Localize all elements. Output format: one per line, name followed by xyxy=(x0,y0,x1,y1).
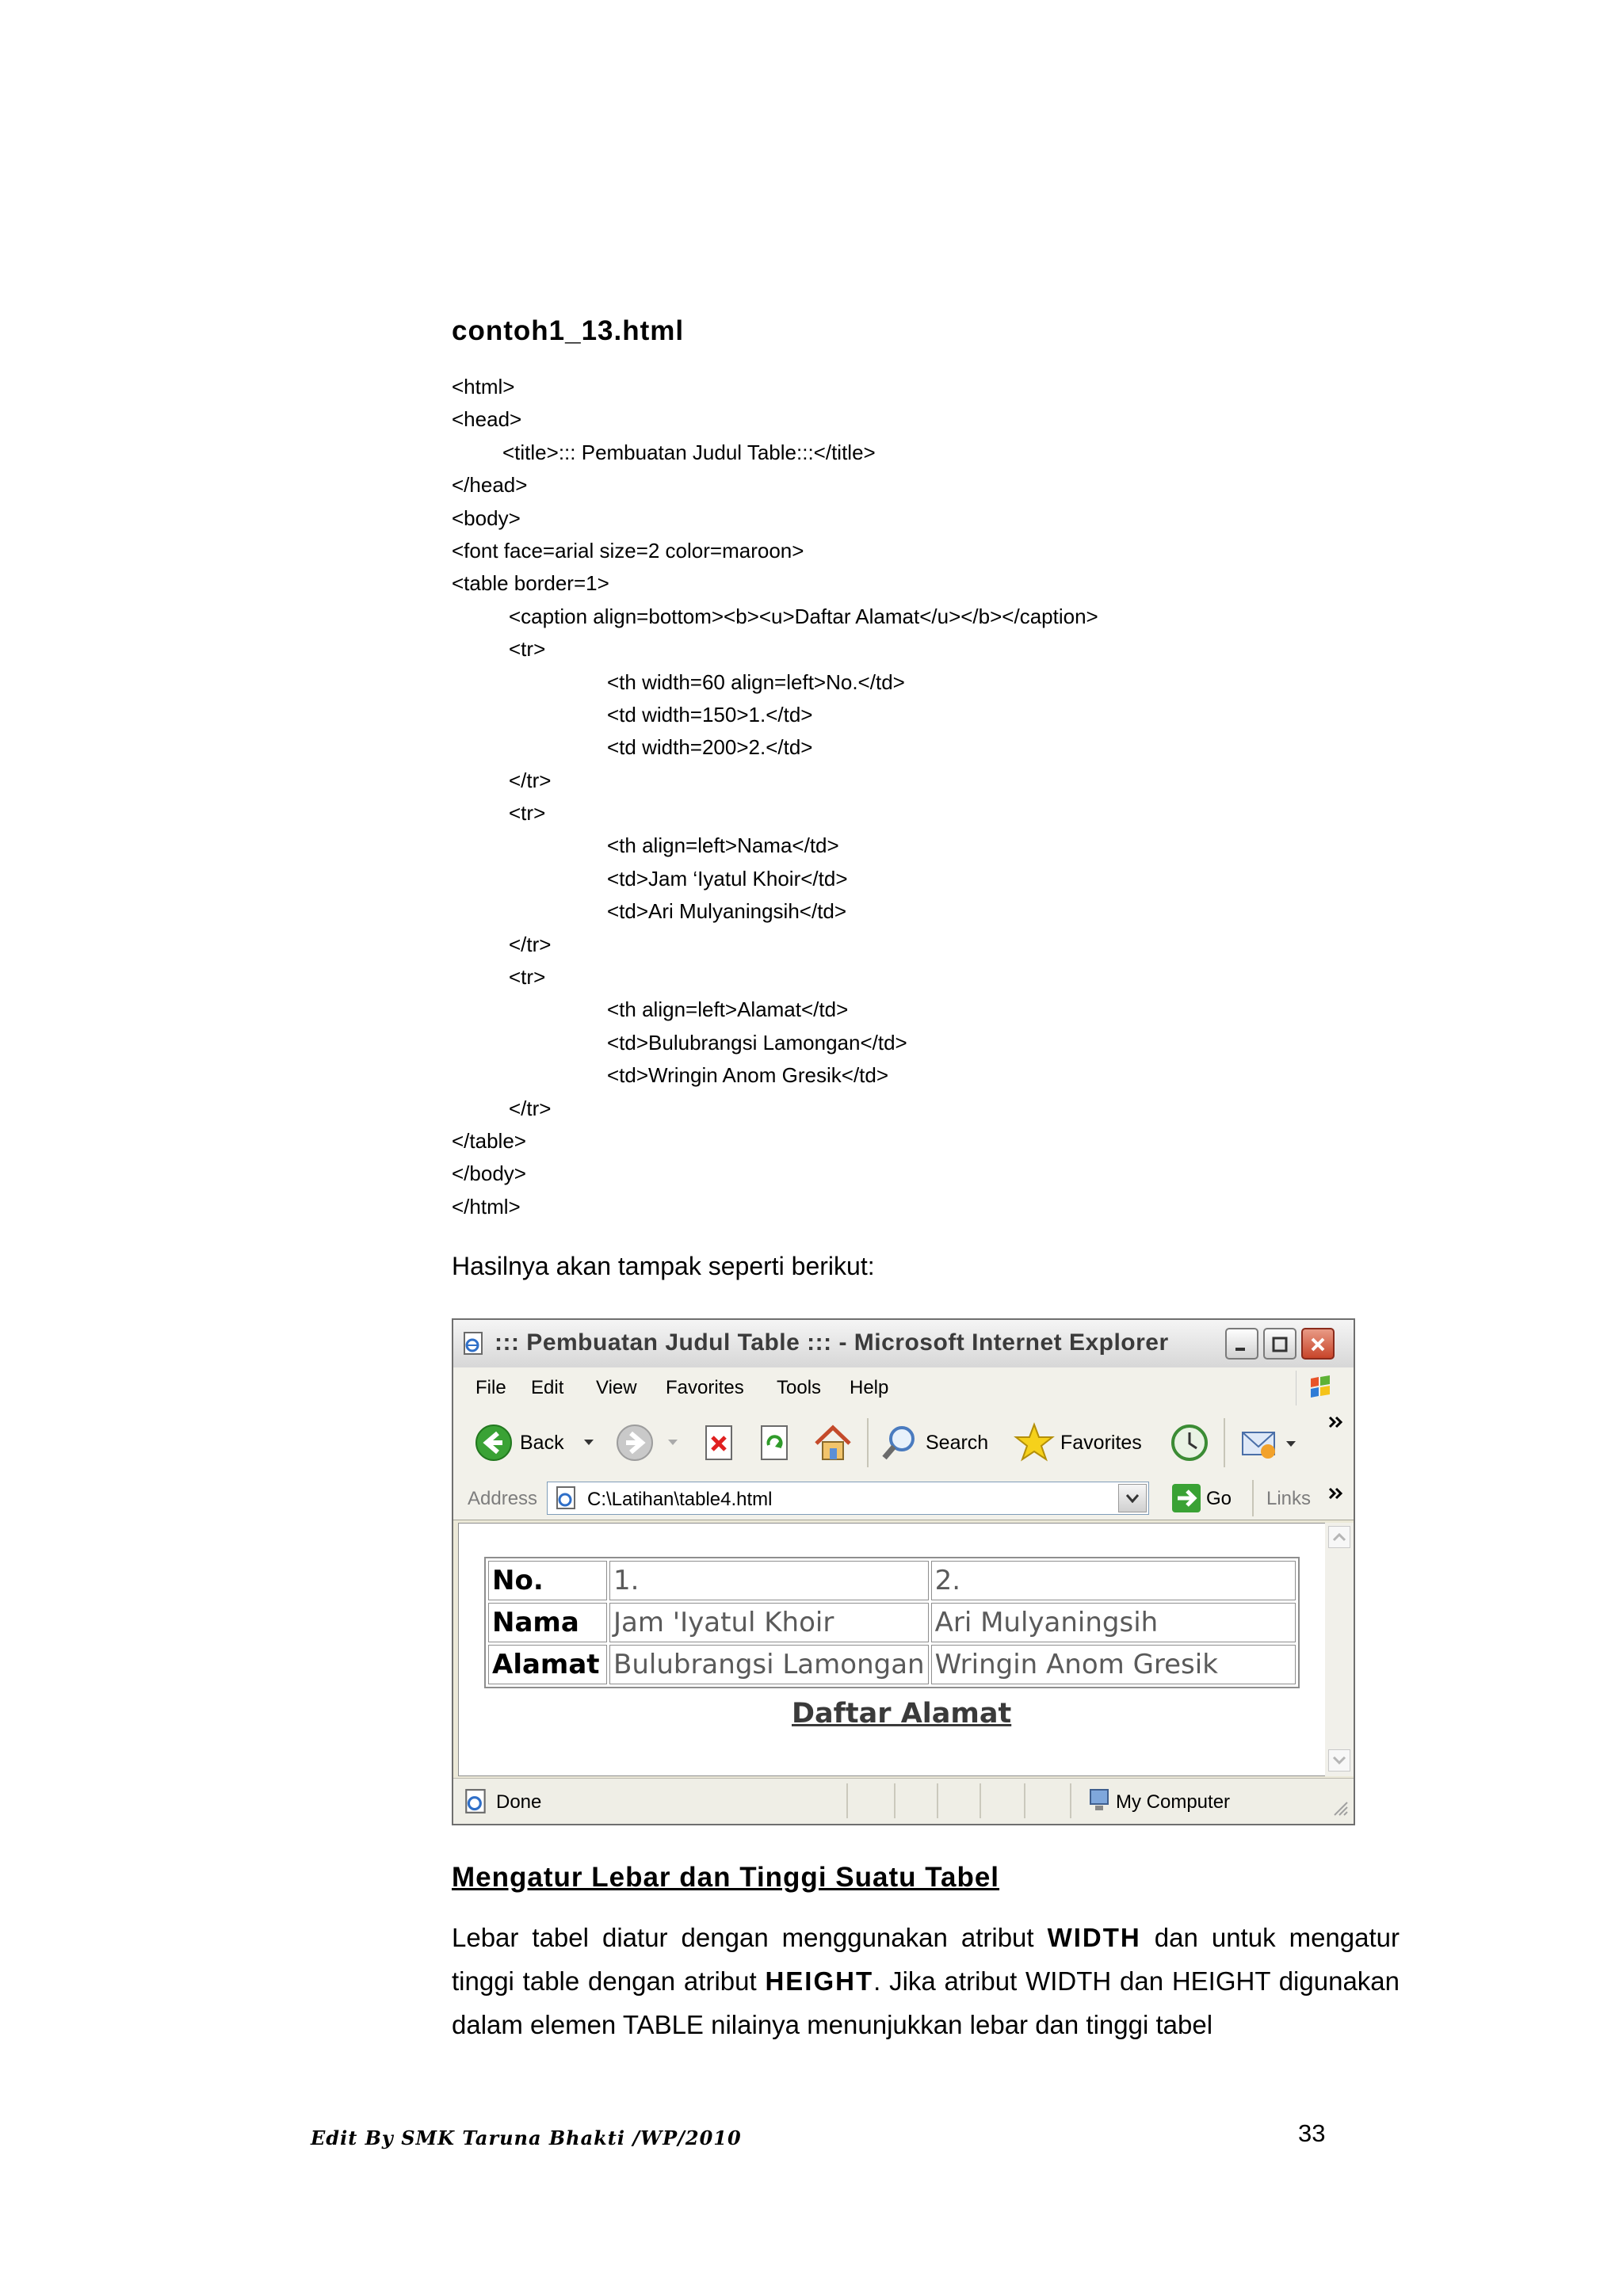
address-input[interactable] xyxy=(547,1482,1149,1515)
code-line: <table border=1> xyxy=(452,571,609,596)
status-divider xyxy=(894,1783,896,1818)
toolbar-separator xyxy=(1224,1418,1225,1467)
resize-grip-icon[interactable] xyxy=(1331,1799,1349,1817)
row-header: Alamat xyxy=(488,1645,607,1684)
code-line: </html> xyxy=(452,1194,521,1219)
title-bar[interactable] xyxy=(453,1320,1354,1368)
scroll-up-button[interactable] xyxy=(1328,1526,1350,1548)
minimize-button[interactable] xyxy=(1225,1328,1258,1360)
links-button[interactable]: Links xyxy=(1266,1488,1312,1509)
result-table xyxy=(484,1557,1300,1688)
table-cell: Bulubrangsi Lamongan xyxy=(609,1645,929,1684)
table-cell: Wringin Anom Gresik xyxy=(931,1645,1296,1684)
chevron-down-icon[interactable] xyxy=(667,1439,678,1447)
refresh-icon[interactable] xyxy=(758,1425,792,1463)
table-row xyxy=(488,1561,1296,1600)
code-line: <title>::: Pembuatan Judul Table:::</title> xyxy=(502,440,876,464)
table-cell: Jam 'Iyatul Khoir xyxy=(609,1603,929,1642)
code-line: <caption align=bottom><b><u>Daftar Alamat</u></b></caption> xyxy=(509,604,1098,628)
toolbar-separator xyxy=(867,1418,869,1467)
browser-window xyxy=(452,1318,1355,1825)
row-header: No. xyxy=(488,1561,607,1600)
star-icon[interactable] xyxy=(1013,1421,1056,1464)
code-line: <font face=arial size=2 color=maroon> xyxy=(452,538,804,563)
code-line: </head> xyxy=(452,473,528,498)
address-label: Address xyxy=(468,1488,538,1509)
code-line: <td>Wringin Anom Gresik</td> xyxy=(607,1063,889,1088)
code-line: <td>Jam ‘Iyatul Khoir</td> xyxy=(607,866,848,891)
back-arrow-icon[interactable] xyxy=(474,1423,514,1463)
menu-bar xyxy=(453,1367,1354,1409)
file-title: contoh1_13.html xyxy=(452,315,685,346)
scroll-down-button[interactable] xyxy=(1328,1749,1350,1772)
search-button[interactable]: Search xyxy=(926,1432,989,1454)
status-divider xyxy=(846,1783,848,1818)
ie-page-icon xyxy=(463,1788,490,1815)
code-line: </tr> xyxy=(509,932,552,956)
code-line: </table> xyxy=(452,1128,526,1153)
close-icon xyxy=(1309,1336,1327,1353)
computer-icon xyxy=(1087,1787,1111,1815)
body-paragraph xyxy=(452,1916,1400,2046)
go-arrow-icon[interactable] xyxy=(1171,1483,1201,1513)
windows-flag-icon xyxy=(1296,1371,1344,1405)
paragraph-text: dan untuk mengatur tinggi table dengan atribut xyxy=(452,1923,1400,1996)
address-dropdown-button[interactable] xyxy=(1118,1484,1147,1512)
status-divider xyxy=(1070,1783,1071,1818)
close-button[interactable] xyxy=(1301,1328,1335,1360)
chevron-double-right-icon[interactable] xyxy=(1328,1415,1346,1429)
status-divider xyxy=(937,1783,938,1818)
history-icon[interactable] xyxy=(1168,1421,1211,1464)
footer-credit: Edit By SMK Taruna Bhakti /WP/2010 xyxy=(311,2126,742,2149)
section-heading: Mengatur Lebar dan Tinggi Suatu Tabel xyxy=(452,1862,1000,1893)
table-cell: 1. xyxy=(609,1561,929,1600)
maximize-icon xyxy=(1271,1336,1289,1353)
stop-icon[interactable] xyxy=(702,1425,737,1463)
page-number: 33 xyxy=(1298,2119,1326,2147)
code-line: <head> xyxy=(452,407,522,432)
ie-page-icon xyxy=(554,1486,579,1511)
mail-icon[interactable] xyxy=(1238,1421,1281,1464)
table-caption: Daftar Alamat xyxy=(792,1698,1012,1730)
address-bar xyxy=(453,1477,1354,1520)
back-button[interactable]: Back xyxy=(520,1432,564,1454)
status-bar xyxy=(453,1778,1354,1825)
chevron-double-right-icon[interactable] xyxy=(1328,1486,1346,1501)
code-line: <td width=150>1.</td> xyxy=(607,702,813,727)
favorites-button[interactable]: Favorites xyxy=(1060,1432,1142,1454)
ie-page-icon xyxy=(461,1331,487,1356)
code-line: <body> xyxy=(452,505,521,530)
chevron-down-icon xyxy=(1126,1493,1139,1503)
table-cell: Ari Mulyaningsih xyxy=(931,1603,1296,1642)
paragraph-text: Lebar tabel diatur dengan menggunakan atribut xyxy=(452,1923,1048,1952)
go-button[interactable]: Go xyxy=(1206,1488,1232,1509)
code-line: </tr> xyxy=(509,768,552,792)
code-line: </tr> xyxy=(509,1096,552,1120)
code-line: <th width=60 align=left>No.</td> xyxy=(607,669,905,694)
table-row xyxy=(488,1645,1296,1684)
keyword-width: WIDTH xyxy=(1047,1923,1141,1952)
menu-tools[interactable]: Tools xyxy=(777,1377,822,1398)
keyword-height: HEIGHT xyxy=(765,1966,874,1996)
paragraph-text: . Jika atribut WIDTH dan HEIGHT digunakan dalam elemen TABLE nilainya menunjukkan lebar dan tinggi tabel xyxy=(452,1966,1400,2039)
home-icon[interactable] xyxy=(812,1421,854,1464)
standard-toolbar xyxy=(453,1409,1354,1478)
code-line: <tr> xyxy=(509,801,546,826)
code-line: <td width=200>2.</td> xyxy=(607,735,813,760)
address-value: C:\Latihan\table4.html xyxy=(587,1489,773,1510)
status-text: Done xyxy=(496,1791,542,1813)
code-line: <td>Ari Mulyaningsih</td> xyxy=(607,899,847,924)
toolbar-separator xyxy=(1252,1480,1254,1516)
chevron-up-icon xyxy=(1329,1527,1350,1547)
status-zone: My Computer xyxy=(1116,1791,1231,1813)
menu-edit[interactable]: Edit xyxy=(531,1377,564,1398)
menu-view[interactable]: View xyxy=(596,1377,637,1398)
page-viewport xyxy=(458,1523,1327,1776)
result-intro: Hasilnya akan tampak seperti berikut: xyxy=(452,1252,875,1280)
vertical-scrollbar[interactable] xyxy=(1325,1523,1354,1776)
chevron-down-icon xyxy=(1329,1750,1350,1771)
code-line: <tr> xyxy=(509,637,546,662)
chevron-down-icon[interactable] xyxy=(583,1439,594,1447)
code-listing xyxy=(452,371,1482,1223)
menu-file[interactable]: File xyxy=(475,1377,506,1398)
forward-arrow-icon[interactable] xyxy=(615,1423,655,1463)
code-line: <tr> xyxy=(509,965,546,990)
chevron-down-icon[interactable] xyxy=(1285,1440,1296,1448)
table-row xyxy=(488,1603,1296,1642)
minimize-icon xyxy=(1233,1336,1251,1353)
menu-favorites[interactable]: Favorites xyxy=(666,1377,744,1398)
code-line: <html> xyxy=(452,375,515,399)
code-line: </body> xyxy=(452,1161,526,1186)
window-title: ::: Pembuatan Judul Table ::: - Microsoft Internet Explorer xyxy=(495,1329,1169,1356)
maximize-button[interactable] xyxy=(1263,1328,1296,1360)
row-header: Nama xyxy=(488,1603,607,1642)
code-line: <th align=left>Alamat</td> xyxy=(607,997,849,1022)
code-line: <th align=left>Nama</td> xyxy=(607,833,839,858)
code-line: <td>Bulubrangsi Lamongan</td> xyxy=(607,1030,907,1055)
table-cell: 2. xyxy=(931,1561,1296,1600)
menu-help[interactable]: Help xyxy=(850,1377,889,1398)
status-divider xyxy=(980,1783,981,1818)
status-divider xyxy=(1024,1783,1025,1818)
search-icon[interactable] xyxy=(880,1423,921,1464)
